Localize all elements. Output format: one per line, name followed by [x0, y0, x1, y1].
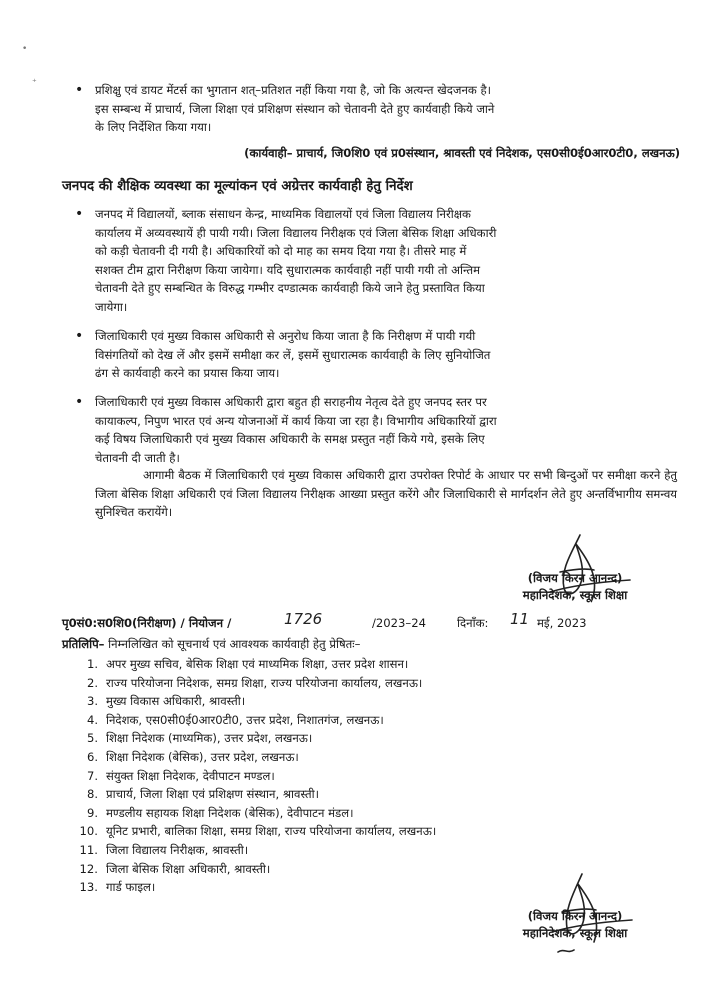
list-item	[76, 711, 636, 730]
margin-mark: ⁺	[32, 78, 37, 88]
action-responsibility-line: (कार्यवाही– प्राचार्य, जि0शि0 एवं प्र0संस्थान, श्रावस्ती एवं निदेशक, एस0सी0ई0आर0टी0, लखनऊ)	[244, 146, 680, 160]
item-number: 13.	[79, 880, 98, 895]
list-item	[76, 748, 636, 767]
item-number: 10.	[79, 824, 98, 839]
closing-paragraph	[95, 466, 677, 522]
item-text: शिक्षा निदेशक (माध्यमिक), उत्तर प्रदेश, लखनऊ।	[106, 731, 313, 746]
item-number: 2.	[86, 675, 98, 690]
text-line: इस सम्बन्ध में प्राचार्य, जिला शिक्षा एवं प्रशिक्षण संस्थान को चेतावनी देते हुए कार्यवाही किये जाने	[95, 101, 495, 116]
item-text: राज्य परियोजना निदेशक, समग्र शिक्षा, राज्य परियोजना कार्यालय, लखनऊ।	[106, 675, 423, 690]
list-item	[76, 655, 636, 674]
text-line: कई विषय जिलाधिकारी एवं मुख्य विकास अधिकारी के समक्ष प्रस्तुत नहीं किये गये, इसके लिए	[95, 432, 485, 447]
list-item	[76, 785, 636, 804]
text-line: जनपद में विद्यालयों, ब्लाक संसाधन केन्द्र, माध्यमिक विद्यालयों एवं जिला विद्यालय निरीक्षक	[95, 207, 471, 221]
list-item	[76, 729, 636, 748]
signatory-designation: महानिदेशक, स्कूल शिक्षा	[522, 588, 628, 602]
text-line: विसंगतियों को देख लें और इसमें समीक्षा कर लें, इसमें सुधारात्मक कार्यवाही के लिए सुनियोजित	[95, 347, 491, 362]
bullet-paragraph-disorder-warning	[95, 205, 677, 317]
list-item	[76, 674, 636, 693]
date-label: दिनाँक:	[457, 616, 489, 630]
text-line: करायेंगे।	[137, 505, 173, 520]
item-number: 9.	[86, 805, 98, 820]
signatory-name: (विजय किरन आनन्द)	[527, 909, 623, 923]
list-item	[76, 822, 636, 841]
item-text: शिक्षा निदेशक (बेसिक), उत्तर प्रदेश, लखनऊ।	[106, 749, 299, 764]
text-line: चेतावनी देते हुए सम्बन्धित के विरुद्ध गम्भीर दण्डात्मक कार्यवाही किये जाने हेतु प्रस्तावित किया	[95, 281, 485, 296]
signatory-name: (विजय किरन आनन्द)	[527, 571, 623, 585]
list-item	[76, 804, 636, 823]
bullet-paragraph-training-payment	[95, 81, 677, 137]
text-line: के लिए निर्देशित किया गया।	[95, 120, 212, 135]
text-line: को कड़ी चेतावनी दी गयी है। अधिकारियों को दो माह का समय दिया गया है। तीसरे माह में	[95, 244, 467, 259]
section-heading: जनपद की शैक्षिक व्यवस्था का मूल्यांकन एवं अग्रेत्तर कार्यवाही हेतु निर्देश	[62, 179, 413, 194]
text-line: आख्या प्रस्तुत करेंगे और जिलाधिकारी से मार्गदर्शन लेते हुए अन्तर्विभागीय समन्वय सुनिश्चित	[95, 486, 677, 520]
bullet-dot: •	[75, 206, 84, 222]
reference-year: /2023–24	[372, 616, 426, 630]
text-line: सशक्त टीम द्वारा निरीक्षण किया जायेगा। यदि सुधारात्मक कार्यवाही नहीं पायी गयी तो अन्तिम	[95, 262, 481, 277]
bullet-dot: •	[75, 394, 84, 410]
reference-prefix: पृ0सं0:स0शि0(निरीक्षण) / नियोजन /	[62, 616, 232, 630]
text-line: कार्यालय में अव्यवस्थायें ही पायी गयी। जिला विद्यालय निरीक्षक एवं जिला बेसिक शिक्षा अधिकारी	[95, 225, 497, 240]
bullet-paragraph-leadership	[95, 393, 677, 467]
item-text: संयुक्त शिक्षा निदेशक, देवीपाटन मण्डल।	[106, 768, 275, 783]
bullet-dot: •	[75, 82, 84, 98]
text-line: आगामी बैठक में जिलाधिकारी एवं मुख्य विकास अधिकारी द्वारा उपरोक्त रिपोर्ट के आधार	[143, 468, 519, 482]
item-number: 5.	[86, 731, 98, 746]
item-text: मुख्य विकास अधिकारी, श्रावस्ती।	[106, 694, 246, 709]
item-text: प्राचार्य, जिला शिक्षा एवं प्रशिक्षण संस्थान, श्रावस्ती।	[106, 787, 320, 802]
item-text: जिला बेसिक शिक्षा अधिकारी, श्रावस्ती।	[106, 861, 271, 876]
item-text: गार्ड फाइल।	[106, 880, 156, 895]
text-line: चेतावनी दी जाती है।	[95, 450, 180, 465]
signatory-designation: महानिदेशक, स्कूल शिक्षा	[522, 926, 628, 940]
item-text: यूनिट प्रभारी, बालिका शिक्षा, समग्र शिक्षा, राज्य परियोजना कार्यालय, लखनऊ।	[106, 824, 437, 839]
text-line: जिलाधिकारी एवं मुख्य विकास अधिकारी से अनुरोध किया जाता है कि निरीक्षण में पायी गयी	[95, 329, 476, 343]
copy-to-heading	[62, 637, 360, 652]
item-number: 12.	[79, 861, 98, 876]
copy-to-label: प्रतिलिपि–	[62, 637, 105, 651]
list-item	[76, 841, 636, 860]
signature-block-1	[490, 570, 660, 604]
item-number: 8.	[86, 787, 98, 802]
margin-mark: •	[22, 44, 28, 54]
text-line: पर सभी बिन्दुओं पर समीक्षा करने हेतु जिला बेसिक शिक्षा अधिकारी एवं जिला विद्यालय निरीक्षक	[95, 468, 678, 501]
handwritten-date-day: 11	[510, 610, 530, 628]
item-number: 7.	[86, 768, 98, 783]
text-line: कायाकल्प, निपुण भारत एवं अन्य योजनाओं में कार्य किया जा रहा है। विभागीय अधिकारियों द्वारा	[95, 413, 497, 428]
copy-to-text: निम्नलिखित को सूचनार्थ एवं आवश्यक कार्यवाही हेतु प्रेषितः–	[108, 637, 361, 651]
item-text: अपर मुख्य सचिव, बेसिक शिक्षा एवं माध्यमिक शिक्षा, उत्तर प्रदेश शासन।	[106, 657, 409, 671]
bullet-paragraph-dm-request	[95, 327, 677, 383]
item-number: 11.	[79, 842, 98, 857]
text-line: जायेगा।	[95, 299, 128, 314]
copy-to-list	[76, 655, 636, 897]
text-line: ढंग से कार्यवाही करने का प्रयास किया जाय।	[95, 366, 280, 381]
list-item	[76, 692, 636, 711]
date-month-year: मई, 2023	[537, 616, 587, 630]
bullet-dot: •	[75, 328, 84, 344]
item-number: 4.	[86, 712, 98, 727]
item-number: 6.	[86, 749, 98, 764]
item-text: जिला विद्यालय निरीक्षक, श्रावस्ती।	[106, 842, 249, 857]
item-number: 1.	[86, 657, 98, 671]
text-line: जिलाधिकारी एवं मुख्य विकास अधिकारी द्वारा बहुत ही सराहनीय नेतृत्व देते हुए जनपद स्तर पर	[95, 395, 487, 409]
item-text: निदेशक, एस0सी0ई0आर0टी0, उत्तर प्रदेश, निशातगंज, लखनऊ।	[106, 712, 384, 727]
text-line: प्रशिक्षु एवं डायट मेंटर्स का भुगतान शत्–प्रतिशत नहीं किया गया है, जो कि अत्यन्त खेदजनक है।	[95, 83, 492, 97]
item-text: मण्डलीय सहायक शिक्षा निदेशक (बेसिक), देवीपाटन मंडल।	[106, 805, 354, 820]
item-number: 3.	[86, 694, 98, 709]
signature-block-2	[490, 908, 660, 942]
handwritten-reference-number: 1726	[284, 610, 323, 628]
list-item	[76, 767, 636, 786]
